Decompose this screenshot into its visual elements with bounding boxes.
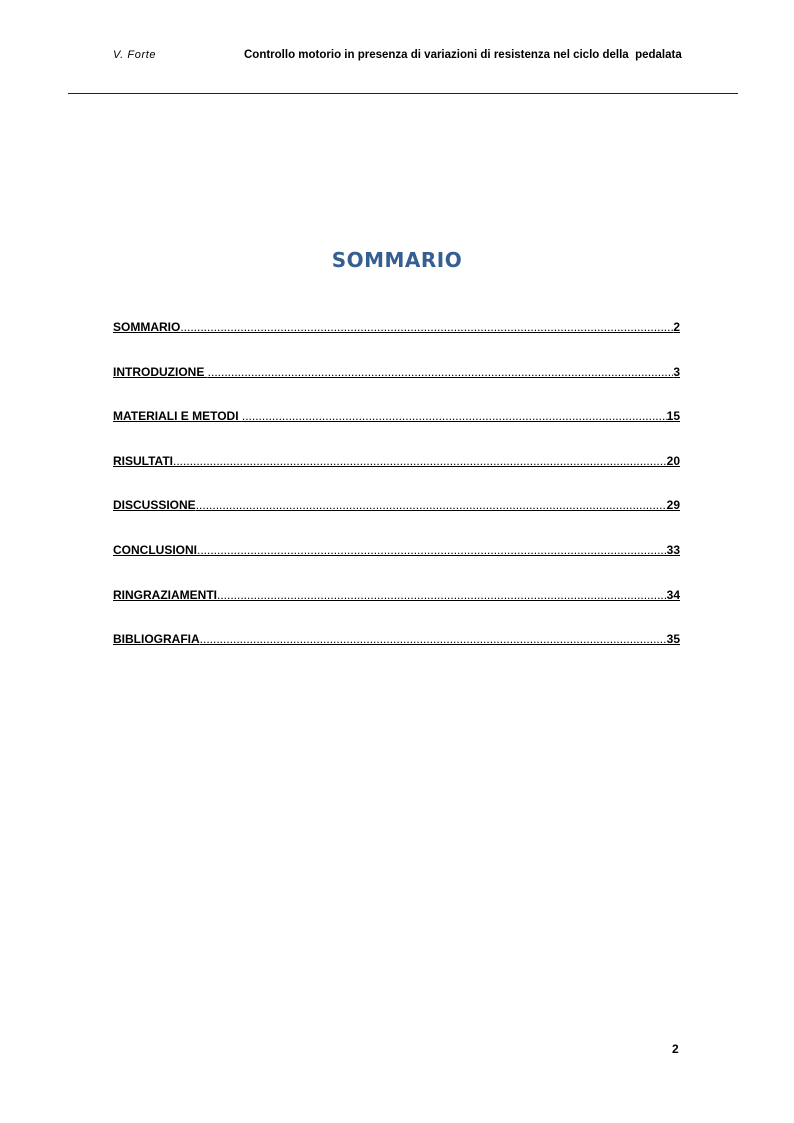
toc-entry-label[interactable]: MATERIALI E METODI	[113, 409, 242, 424]
toc-entry-label[interactable]: CONCLUSIONI	[113, 542, 197, 557]
toc-entry-ringraziamenti[interactable]	[113, 588, 680, 633]
toc-entry-materiali-e-metodi[interactable]	[113, 409, 680, 454]
toc-entry-page[interactable]: 33	[666, 542, 680, 557]
toc-entry-label[interactable]: SOMMARIO	[113, 320, 181, 334]
toc-leader-dots	[173, 454, 667, 468]
toc-entry-page[interactable]: 20	[666, 453, 680, 468]
toc-leader-dots	[242, 409, 667, 423]
toc-entry-bibliografia[interactable]	[113, 632, 680, 677]
toc-entry-discussione[interactable]	[113, 498, 680, 543]
toc-leader-dots	[196, 498, 667, 512]
toc-entry-introduzione[interactable]	[113, 365, 680, 410]
toc-leader-dots	[180, 320, 673, 334]
toc-heading: SOMMARIO	[331, 248, 463, 272]
toc-entry-label[interactable]: DISCUSSIONE	[113, 498, 196, 513]
toc-entry-label[interactable]: BIBLIOGRAFIA	[113, 632, 200, 647]
toc-entry-page[interactable]: 34	[666, 587, 680, 602]
toc-leader-dots	[200, 632, 667, 646]
header-title: Controllo motorio in presenza di variazioni di resistenza nel ciclo della pedalata	[244, 49, 682, 61]
header-divider	[68, 93, 738, 94]
toc-leader-dots	[208, 365, 674, 379]
toc-entry-label[interactable]: RINGRAZIAMENTI	[113, 587, 217, 602]
toc-entry-page[interactable]: 2	[673, 320, 680, 334]
toc-entry-page[interactable]: 15	[666, 409, 680, 424]
toc-entry-label[interactable]: INTRODUZIONE	[113, 364, 208, 379]
toc-entry-page[interactable]: 29	[666, 498, 680, 513]
toc-entry-page[interactable]: 35	[666, 632, 680, 647]
toc-entry-page[interactable]: 3	[673, 364, 680, 379]
page-number: 2	[672, 1042, 679, 1056]
toc-leader-dots	[197, 543, 667, 557]
toc-entry-sommario[interactable]	[113, 320, 680, 365]
toc-leader-dots	[217, 588, 667, 602]
header-author: V. Forte	[113, 49, 157, 61]
toc-entry-risultati[interactable]	[113, 454, 680, 499]
toc-entry-conclusioni[interactable]	[113, 543, 680, 588]
toc-entry-label[interactable]: RISULTATI	[113, 453, 173, 468]
table-of-contents	[113, 320, 680, 677]
